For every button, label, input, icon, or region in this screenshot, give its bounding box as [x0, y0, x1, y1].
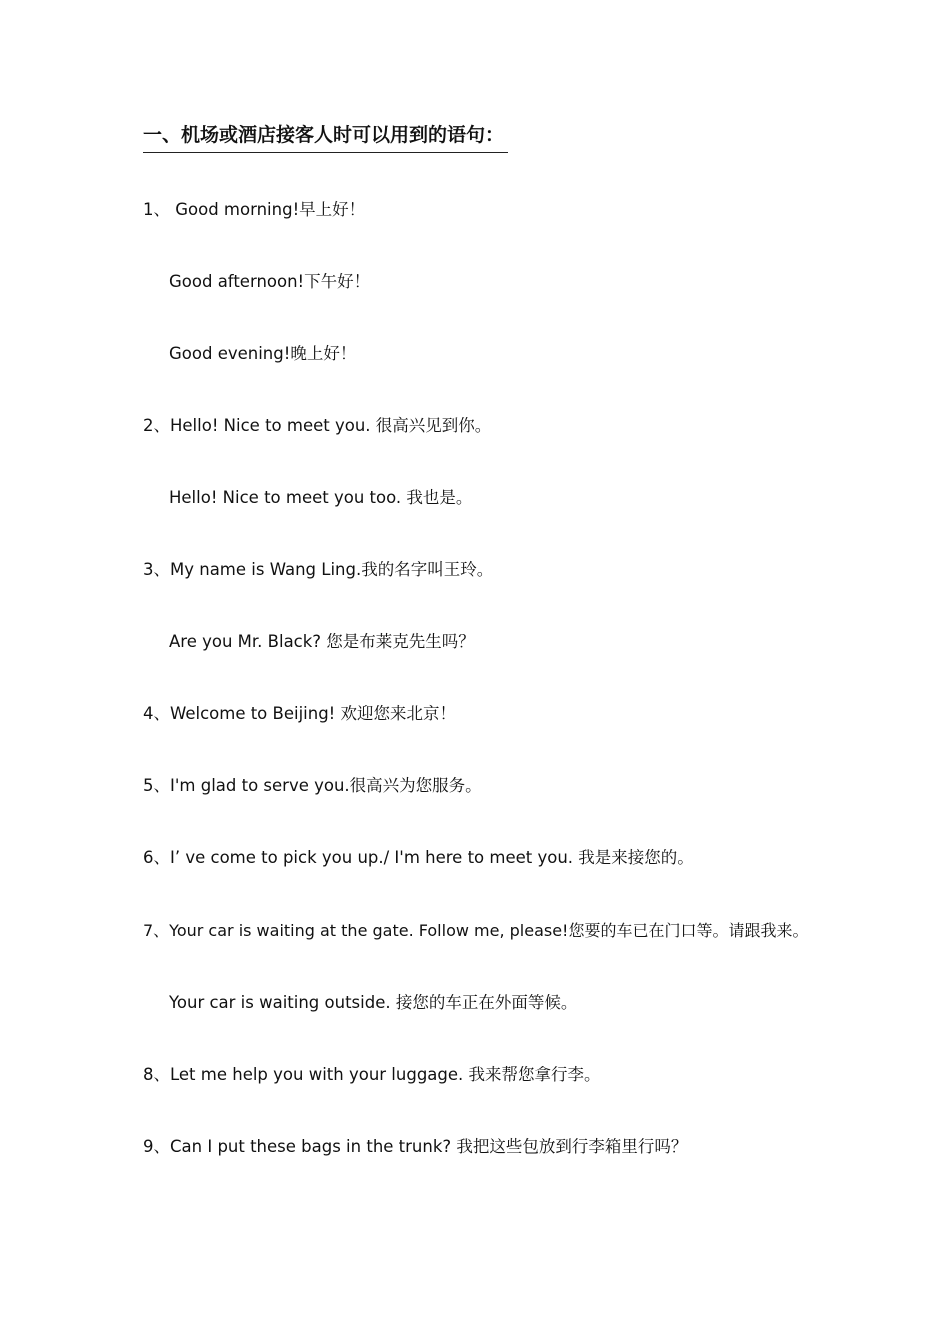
- phrase-line: 8、Let me help you with your luggage. 我来帮您拿行李。: [143, 1065, 601, 1084]
- phrase-line: Are you Mr. Black? 您是布莱克先生吗？: [169, 632, 475, 651]
- phrase-line: Good evening!晚上好！: [169, 344, 357, 363]
- phrase-line: 7、Your car is waiting at the gate. Follow me, please!您要的车已在门口等。请跟我来。: [143, 921, 809, 940]
- phrase-line: 5、I'm glad to serve you.很高兴为您服务。: [143, 776, 482, 795]
- phrase-line: Good afternoon!下午好！: [169, 272, 371, 291]
- phrase-line: 1、 Good morning!早上好！: [143, 200, 366, 219]
- phrase-line: 9、Can I put these bags in the trunk? 我把这些包放到行李箱里行吗？: [143, 1137, 688, 1156]
- phrase-line: 2、Hello! Nice to meet you. 很高兴见到你。: [143, 416, 492, 435]
- section-heading: 一、机场或酒店接客人时可以用到的语句：: [143, 121, 508, 153]
- phrase-line: 6、I’ ve come to pick you up./ I'm here to meet you. 我是来接您的。: [143, 848, 694, 867]
- phrase-line: 4、Welcome to Beijing! 欢迎您来北京！: [143, 704, 457, 723]
- phrase-line: Hello! Nice to meet you too. 我也是。: [169, 488, 473, 507]
- phrase-line: Your car is waiting outside. 接您的车正在外面等候。: [169, 993, 578, 1012]
- phrase-line: 3、My name is Wang Ling.我的名字叫王玲。: [143, 560, 494, 579]
